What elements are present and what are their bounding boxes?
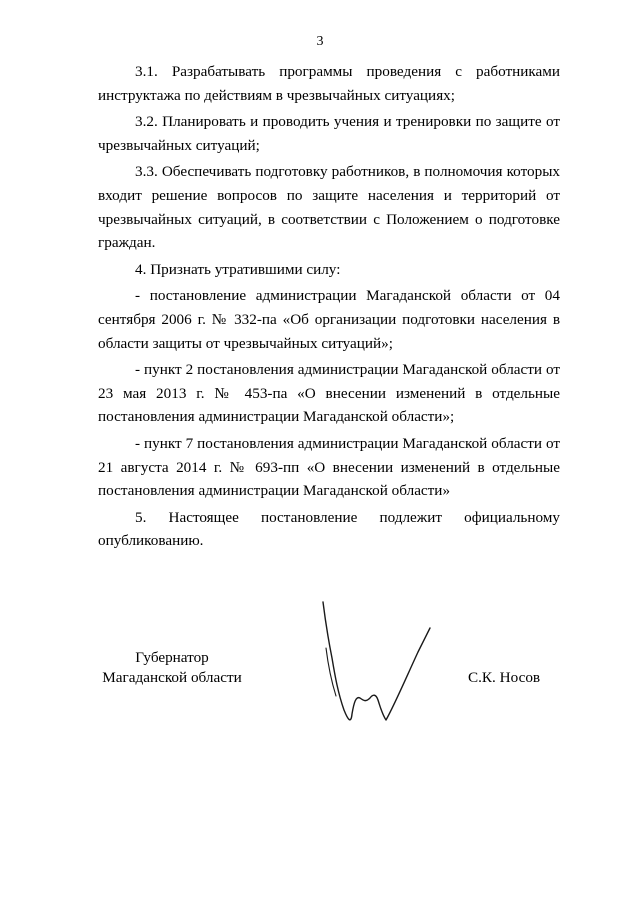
handwritten-signature [318, 598, 438, 732]
document-body [98, 60, 560, 556]
repeal-item-2: - пункт 2 постановления администрации Магаданской области от 23 мая 2013 г. № 453-па «О внесении изменений в отдельные постановления администрации Магаданской области»; [98, 361, 560, 426]
signatory-name: С.К. Носов [468, 669, 541, 686]
paragraph-3-1: 3.1. Разрабатывать программы проведения с работниками инструктажа по действиям в чрезвычайных ситуациях; [98, 63, 560, 104]
paragraph-3-2: 3.2. Планировать и проводить учения и тренировки по защите от чрезвычайных ситуаций; [98, 113, 560, 154]
paragraph-3-3: 3.3. Обеспечивать подготовку работников, в полномочия которых входит решение вопросов по защите населения и территорий от чрезвычайных ситуаций, в соответствии с Положением о подготовке граждан. [98, 163, 560, 252]
repeal-item-1: - постановление администрации Магаданской области от 04 сентября 2006 г. № 332-па «Об организации подготовки населения в области защиты от чрезвычайных ситуаций»; [98, 287, 560, 352]
paragraph-5: 5. Настоящее постановление подлежит официальному опубликованию. [98, 508, 560, 550]
repeal-item-3: - пункт 7 постановления администрации Магаданской области от 21 августа 2014 г. № 693-пп «О внесении изменений в отдельные постановления администрации Магаданской области» [98, 434, 560, 500]
signatory-title [92, 648, 252, 688]
paragraph-4: 4. Признать утратившими силу: [135, 260, 341, 278]
page-number: 3 [316, 34, 324, 49]
signatory-title-line2: Магаданской области [102, 669, 242, 686]
signatory-title-line1: Губернатор [135, 649, 209, 666]
